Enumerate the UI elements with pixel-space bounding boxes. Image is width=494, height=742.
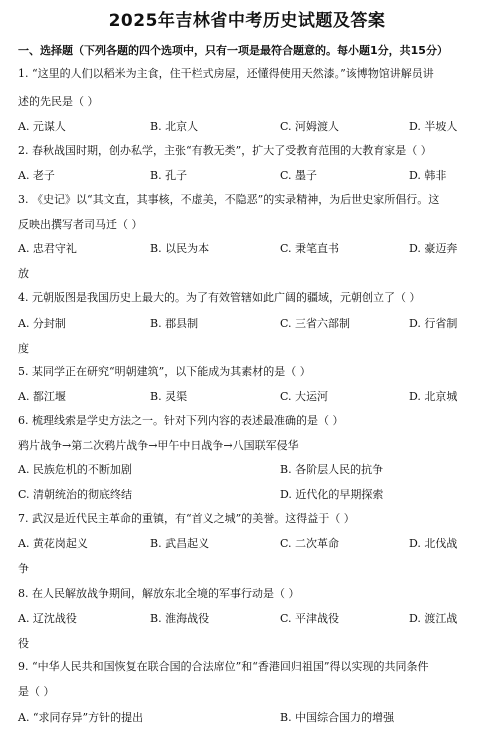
q1-option-a: A. 元谋人 bbox=[18, 120, 66, 133]
section-header: 一、选择题（下列各题的四个选项中，只有一项是最符合题意的。每小题1分，共15分） bbox=[18, 44, 448, 57]
q4-option-c: C. 三省六部制 bbox=[280, 317, 351, 330]
q6-line2: 鸦片战争→第二次鸦片战争→甲午中日战争→八国联军侵华 bbox=[18, 439, 299, 452]
q9-line1: 9. “中华人民共和国恢复在联合国的合法席位”和“香港回归祖国”得以实现的共同条件 bbox=[18, 660, 429, 673]
q8-line1: 8. 在人民解放战争期间，解放东北全境的军事行动是（ ） bbox=[18, 587, 300, 600]
q7-option-c: C. 二次革命 bbox=[280, 537, 340, 550]
q6-option-c: C. 清朝统治的彻底终结 bbox=[18, 488, 133, 501]
q7-option-a: A. 黄花岗起义 bbox=[18, 537, 88, 550]
q8-option-b: B. 淮海战役 bbox=[150, 612, 210, 625]
q7-option-d-wrap: 争 bbox=[18, 562, 29, 575]
q4-option-b: B. 郡县制 bbox=[150, 317, 199, 330]
q7-line1: 7. 武汉是近代民主革命的重镇，有“首义之城”的美誉。这得益于（ ） bbox=[18, 512, 355, 525]
q3-line1: 3. 《史记》以“其文直，其事核，不虚美，不隐恶”的实录精神，为后世史家所倡行。这 bbox=[18, 193, 440, 206]
q2-option-b: B. 孔子 bbox=[150, 169, 188, 182]
q2-option-c: C. 墨子 bbox=[280, 169, 318, 182]
q5-option-d: D. 北京城 bbox=[409, 390, 458, 403]
q3-option-c: C. 秉笔直书 bbox=[280, 242, 340, 255]
q2-line1: 2. 春秋战国时期，创办私学，主张“有教无类”，扩大了受教育范围的大教育家是（ ） bbox=[18, 144, 432, 157]
q1-option-c: C. 河姆渡人 bbox=[280, 120, 340, 133]
q2-option-d: D. 韩非 bbox=[409, 169, 447, 182]
q7-option-d: D. 北伐战 bbox=[409, 537, 458, 550]
q9-line2: 是（ ） bbox=[18, 685, 55, 698]
q3-option-d-wrap: 放 bbox=[18, 267, 29, 280]
q1-line2: 述的先民是（ ） bbox=[18, 95, 99, 108]
q4-option-a: A. 分封制 bbox=[18, 317, 66, 330]
q1-line1: 1. “这里的人们以稻米为主食，住干栏式房屋，还懂得使用天然漆。”该博物馆讲解员讲 bbox=[18, 67, 434, 80]
q9-option-b: B. 中国综合国力的增强 bbox=[280, 711, 395, 724]
q6-option-b: B. 各阶层人民的抗争 bbox=[280, 463, 384, 476]
q6-line1: 6. 梳理线索是学史方法之一。针对下列内容的表述最准确的是（ ） bbox=[18, 414, 344, 427]
page-title: 2025年吉林省中考历史试题及答案 bbox=[108, 11, 386, 31]
q6-option-a: A. 民族危机的不断加剧 bbox=[18, 463, 132, 476]
q8-option-d-wrap: 役 bbox=[18, 637, 29, 650]
q5-option-c: C. 大运河 bbox=[280, 390, 329, 403]
q8-option-d: D. 渡江战 bbox=[409, 612, 458, 625]
q5-option-a: A. 都江堰 bbox=[18, 390, 66, 403]
q8-option-c: C. 平津战役 bbox=[280, 612, 340, 625]
q4-line1: 4. 元朝版图是我国历史上最大的。为了有效管辖如此广阔的疆域，元朝创立了（ ） bbox=[18, 291, 421, 304]
q7-option-b: B. 武昌起义 bbox=[150, 537, 210, 550]
q5-line1: 5. 某同学正在研究“明朝建筑”，以下能成为其素材的是（ ） bbox=[18, 365, 311, 378]
q6-option-d: D. 近代化的早期探索 bbox=[280, 488, 384, 501]
q5-option-b: B. 灵渠 bbox=[150, 390, 188, 403]
q4-option-d: D. 行省制 bbox=[409, 317, 458, 330]
q1-option-b: B. 北京人 bbox=[150, 120, 199, 133]
q9-option-a: A. “求同存异”方针的提出 bbox=[18, 711, 144, 724]
q3-option-b: B. 以民为本 bbox=[150, 242, 210, 255]
q3-option-a: A. 忠君守礼 bbox=[18, 242, 77, 255]
q2-option-a: A. 老子 bbox=[18, 169, 55, 182]
q3-line2: 反映出撰写者司马迁（ ） bbox=[18, 218, 143, 231]
q8-option-a: A. 辽沈战役 bbox=[18, 612, 77, 625]
q1-option-d: D. 半坡人 bbox=[409, 120, 458, 133]
q3-option-d: D. 豪迈奔 bbox=[409, 242, 458, 255]
q4-option-d-wrap: 度 bbox=[18, 342, 29, 355]
